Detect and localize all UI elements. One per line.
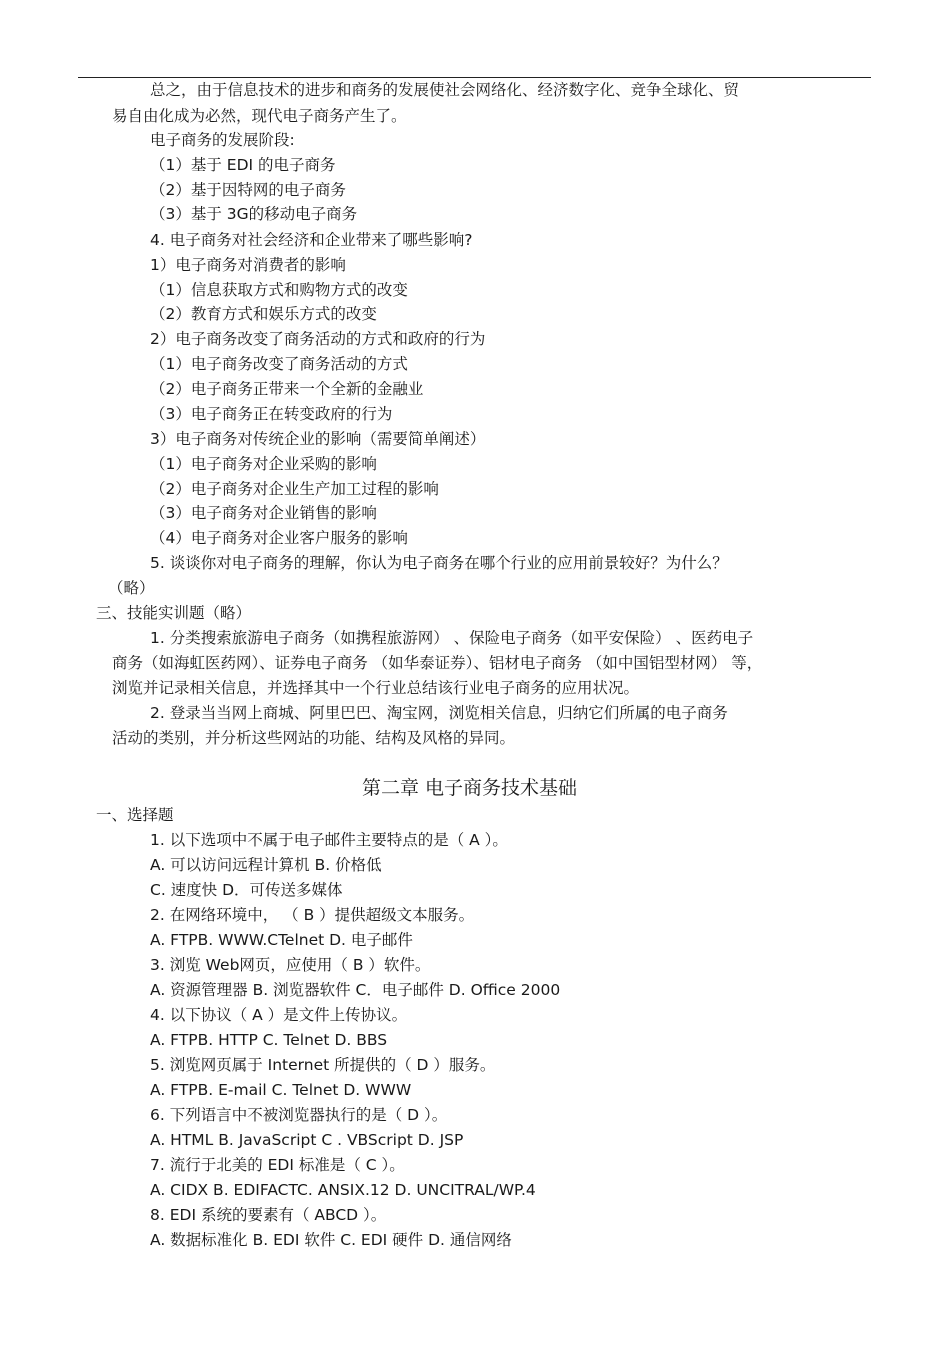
options-line: A. HTML B. JavaScript C . VBScript D. JSP [150, 1131, 464, 1149]
text-line: 电子商务的发展阶段: [150, 131, 295, 149]
list-item: （2）电子商务正带来一个全新的金融业 [150, 380, 424, 398]
list-item: （4）电子商务对企业客户服务的影响 [150, 529, 408, 547]
options-line: A. FTPB. WWW.CTelnet D. 电子邮件 [150, 931, 413, 949]
list-item: （1）基于 EDI 的电子商务 [150, 156, 336, 174]
section-heading: 三、技能实训题（略） [96, 604, 252, 622]
options-line: A. 资源管理器 B. 浏览器软件 C．电子邮件 D. Office 2000 [150, 981, 561, 999]
options-line: C. 速度快 D．可传送多媒体 [150, 881, 343, 899]
question: 6. 下列语言中不被浏览器执行的是（ D ）。 [150, 1106, 448, 1124]
paragraph-line: 1. 分类搜索旅游电子商务（如携程旅游网） 、保险电子商务（如平安保险） 、医药电子 [150, 629, 754, 647]
list-item: （2）基于因特网的电子商务 [150, 181, 346, 199]
list-item: （1）电子商务对企业采购的影响 [150, 455, 377, 473]
paragraph-line: 活动的类别，并分析这些网站的功能、结构及风格的异同。 [112, 729, 516, 747]
options-line: A. CIDX B. EDIFACTC. ANSIX.12 D. UNCITRAL/WP.4 [150, 1181, 536, 1199]
options-line: A. 可以访问远程计算机 B. 价格低 [150, 856, 382, 874]
question: 7. 流行于北美的 EDI 标准是（ C ）。 [150, 1156, 405, 1174]
list-item: （3）电子商务对企业销售的影响 [150, 504, 377, 522]
list-item: 1）电子商务对消费者的影响 [150, 256, 346, 274]
question: 2. 在网络环境中， （ B ）提供超级文本服务。 [150, 906, 475, 924]
question: 3. 浏览 Web网页，应使用（ B ）软件。 [150, 956, 431, 974]
question: 4. 以下协议（ A ）是文件上传协议。 [150, 1006, 408, 1024]
paragraph-line: 浏览并记录相关信息，并选择其中一个行业总结该行业电子商务的应用状况。 [112, 679, 640, 697]
list-item: （2）教育方式和娱乐方式的改变 [150, 305, 377, 323]
list-item: （1）电子商务改变了商务活动的方式 [150, 355, 408, 373]
paragraph-line: 商务（如海虹医药网）、证券电子商务 （如华泰证券）、铝材电子商务 （如中国铝型材网） 等， [112, 654, 763, 672]
list-item: 3）电子商务对传统企业的影响（需要简单阐述） [150, 430, 486, 448]
list-item: （3）基于 3G的移动电子商务 [150, 205, 358, 223]
options-line: A. FTPB. E-mail C. Telnet D. WWW [150, 1081, 412, 1099]
options-line: A. 数据标准化 B. EDI 软件 C. EDI 硬件 D. 通信网络 [150, 1231, 512, 1249]
paragraph-line: 2. 登录当当网上商城、阿里巴巴、淘宝网，浏览相关信息，归纳它们所属的电子商务 [150, 704, 728, 722]
question: 5. 谈谈你对电子商务的理解，你认为电子商务在哪个行业的应用前景较好？为什么？ [150, 554, 728, 572]
question: 4. 电子商务对社会经济和企业带来了哪些影响? [150, 231, 473, 249]
list-item: 2）电子商务改变了商务活动的方式和政府的行为 [150, 330, 486, 348]
question: 5. 浏览网页属于 Internet 所提供的（ D ）服务。 [150, 1056, 496, 1074]
question: 8. EDI 系统的要素有（ ABCD ）。 [150, 1206, 387, 1224]
section-heading: 一、选择题 [96, 806, 174, 824]
paragraph-line: 易自由化成为必然，现代电子商务产生了。 [112, 107, 407, 125]
list-item: （2）电子商务对企业生产加工过程的影响 [150, 480, 439, 498]
paragraph-line: 总之，由于信息技术的进步和商务的发展使社会网络化、经济数字化、竞争全球化、贸 [150, 81, 740, 99]
text-line: （略） [108, 579, 155, 597]
question: 1. 以下选项中不属于电子邮件主要特点的是（ A ）。 [150, 831, 508, 849]
options-line: A. FTPB. HTTP C. Telnet D. BBS [150, 1031, 388, 1049]
list-item: （3）电子商务正在转变政府的行为 [150, 405, 393, 423]
header-rule [78, 77, 871, 78]
chapter-title: 第二章 电子商务技术基础 [362, 777, 578, 799]
list-item: （1）信息获取方式和购物方式的改变 [150, 281, 408, 299]
